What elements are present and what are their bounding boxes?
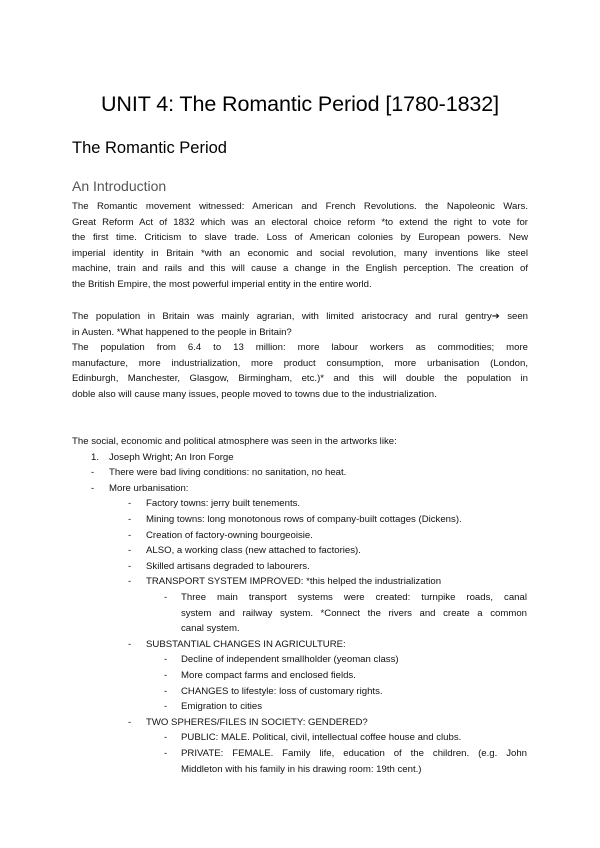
list-marker: - [128,498,132,510]
list-marker: - [164,701,168,713]
list-marker: - [164,670,168,681]
list-item: Decline of independent smallholder (yeoman class) [181,654,399,666]
paragraph-line: The Romantic movement witnessed: American and French Revolutions. the Napoleonic Wars. [72,201,528,212]
paragraph-line: machine, train and rails and this will cause a change in the English perception. The creation of [72,263,528,275]
list-item: TRANSPORT SYSTEM IMPROVED: *this helped the industrialization [146,576,442,588]
list-marker: - [128,529,132,541]
list-item-line: system and railway system. *Connect the rivers and create a common [181,607,527,619]
page-title: UNIT 4: The Romantic Period [1780-1832] [100,92,500,116]
list-item: TWO SPHERES/FILES IN SOCIETY: GENDERED? [146,716,368,728]
list-item-line: Middleton with his family in his drawing room: 19th cent.) [181,763,422,775]
paragraph-line: the British Empire, the most powerful imperial entity in the entire world. [72,278,372,290]
artworks-paragraph [72,434,528,450]
list-item: Emigration to cities [181,701,263,713]
list-marker: - [164,748,168,759]
list-item: More urbanisation: [109,482,189,494]
paragraph-line: Great Reform Act of 1832 which was an electoral choice reform *to extend the right to vote for [72,216,528,228]
list-item [181,590,527,637]
list-marker: - [91,467,95,479]
list-item-line: canal system. [181,623,240,635]
list-item: Creation of factory-owning bourgeoisie. [146,529,313,541]
list-marker: - [164,685,168,697]
list-item: PUBLIC: MALE. Political, civil, intellectual coffee house and clubs. [181,732,462,744]
list-marker: 1. [91,451,100,463]
list-marker: - [128,638,132,650]
list-item: ALSO, a working class (new attached to factories). [146,545,361,557]
paragraph-line: the first time. Criticism to slave trade. Loss of American colonies by European powers. New [72,232,528,244]
list-item: SUBSTANTIAL CHANGES IN AGRICULTURE: [146,638,346,650]
list-marker: - [164,732,168,744]
list-item: More compact farms and enclosed fields. [181,670,356,681]
list-item-line: PRIVATE: FEMALE. Family life, education of the children. (e.g. John [181,748,527,759]
population-paragraph [72,309,528,403]
section-heading: The Romantic Period [72,139,227,157]
list-item [181,746,527,777]
paragraph-line: Edinburgh, Manchester, Glasgow, Birmingham, etc.)* and this will double the population in [72,373,528,385]
paragraph-line: imperial identity in Britain *with an economic and social revolution, many inventions like steel [72,247,528,259]
list-item-line: Three main transport systems were created: turnpike roads, canal [181,592,527,603]
list-marker: - [128,545,132,557]
list-marker: - [164,654,168,666]
list-marker: - [128,576,132,588]
paragraph-line: manufacture, more industrialization, more product consumption, more urbanisation (London, [72,357,528,369]
paragraph-line: doble also will cause many issues, people moved to towns due to the industrialization. [72,388,437,400]
list-marker: - [128,514,132,525]
intro-paragraph [72,199,528,293]
list-marker: - [164,592,168,603]
list-item: CHANGES to lifestyle: loss of customary rights. [181,685,383,697]
subsection-heading: An Introduction [72,178,167,194]
list-marker: - [91,482,95,494]
list-item: Joseph Wright; An Iron Forge [109,451,234,463]
paragraph-line: The population from 6.4 to 13 million: more labour workers as commodities; more [72,342,528,354]
list-item: Factory towns: jerry built tenements. [146,498,301,510]
list-item: Mining towns: long monotonous rows of company-built cottages (Dickens). [146,514,462,525]
paragraph-line: in Austen. *What happened to the people in Britain? [72,326,292,338]
list-item: Skilled artisans degraded to labourers. [146,560,310,572]
paragraph-line: The social, economic and political atmosphere was seen in the artworks like: [72,436,397,447]
list-marker: - [128,716,132,728]
paragraph-line: The population in Britain was mainly agrarian, with limited aristocracy and rural gentry➔ seen [72,311,528,322]
list-item: There were bad living conditions: no sanitation, no heat. [109,467,347,479]
list-marker: - [128,560,132,572]
